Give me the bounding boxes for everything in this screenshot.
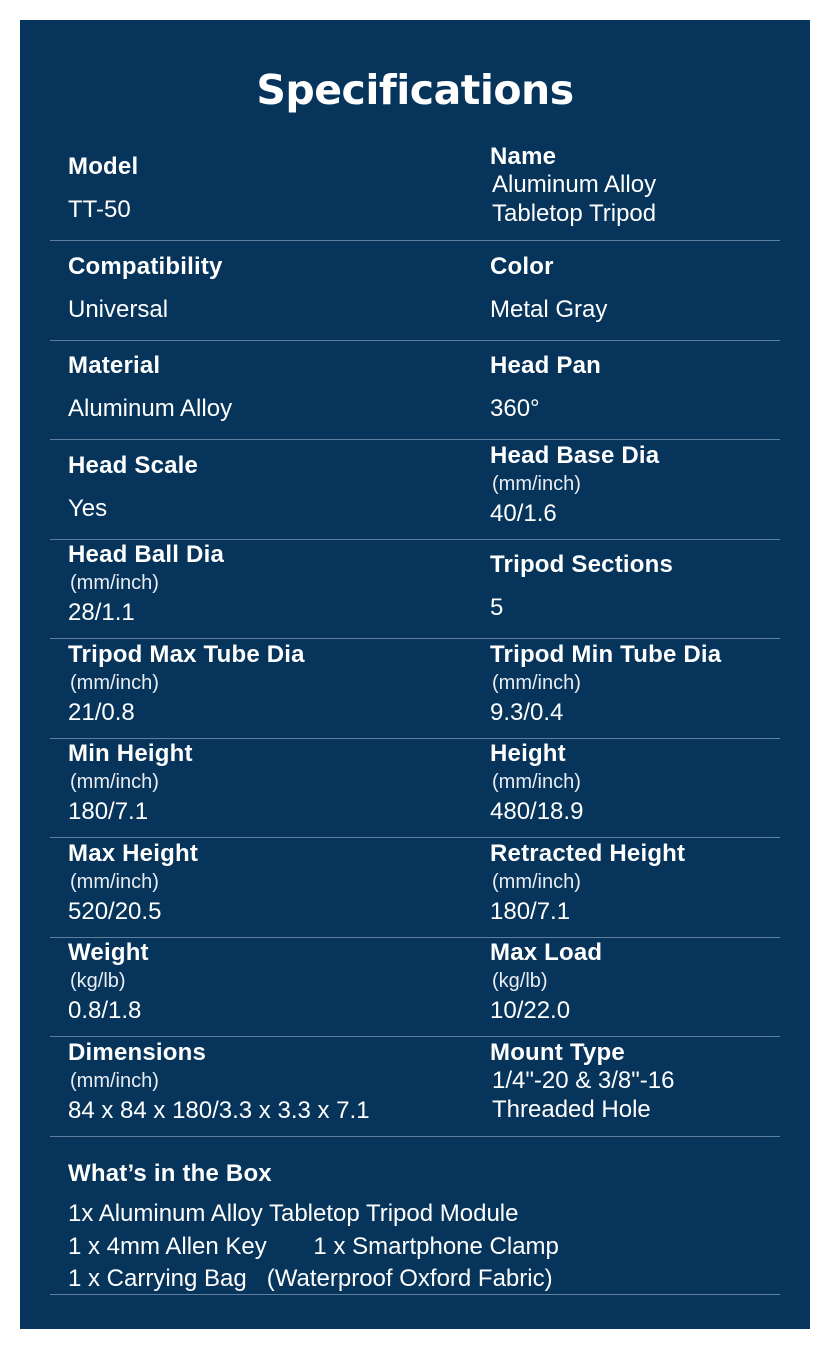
spec-row bbox=[50, 1036, 780, 1137]
spec-row bbox=[50, 339, 780, 440]
spec-cell-right bbox=[490, 936, 780, 1036]
spec-unit: (kg/lb) bbox=[492, 970, 548, 992]
spec-cell-right bbox=[490, 339, 780, 439]
spec-value: 40/1.6 bbox=[490, 500, 557, 527]
spec-unit: (mm/inch) bbox=[70, 572, 159, 594]
spec-cell-left bbox=[68, 1036, 468, 1136]
spec-cell-left bbox=[68, 339, 468, 439]
spec-value: 520/20.5 bbox=[68, 898, 162, 925]
spec-row bbox=[50, 737, 780, 838]
spec-label: Material bbox=[68, 352, 161, 379]
spec-cell-right bbox=[490, 737, 780, 837]
spec-unit: (kg/lb) bbox=[70, 970, 126, 992]
spec-cell-left bbox=[68, 240, 468, 340]
spec-label: Tripod Sections bbox=[490, 551, 674, 578]
spec-value: 84 x 84 x 180/3.3 x 3.3 x 7.1 bbox=[68, 1097, 370, 1124]
spec-label: Name bbox=[490, 143, 557, 170]
spec-cell-right bbox=[490, 140, 780, 240]
spec-label: Tripod Min Tube Dia bbox=[490, 641, 722, 668]
spec-cell-right bbox=[490, 1036, 780, 1136]
spec-value: Yes bbox=[68, 495, 108, 522]
spec-unit: (mm/inch) bbox=[492, 771, 581, 793]
spec-unit: (mm/inch) bbox=[70, 871, 159, 893]
spec-unit: (mm/inch) bbox=[492, 473, 581, 495]
spec-label: Color bbox=[490, 253, 554, 280]
spec-value: 180/7.1 bbox=[490, 898, 571, 925]
spec-cell-left bbox=[68, 737, 468, 837]
spec-label: Dimensions bbox=[68, 1039, 207, 1066]
box-section bbox=[50, 1136, 780, 1295]
spec-label: Head Pan bbox=[490, 352, 601, 379]
spec-value: 9.3/0.4 bbox=[490, 699, 564, 726]
spec-label: Weight bbox=[68, 939, 149, 966]
spec-label: Head Ball Dia bbox=[68, 541, 224, 568]
page-title: Specifications bbox=[256, 66, 574, 114]
spec-unit: (mm/inch) bbox=[492, 672, 581, 694]
spec-label: Compatibility bbox=[68, 253, 223, 280]
spec-label: Retracted Height bbox=[490, 840, 686, 867]
spec-cell-left bbox=[68, 837, 468, 937]
spec-row bbox=[50, 140, 780, 241]
spec-cell-right bbox=[490, 538, 780, 638]
spec-label: Min Height bbox=[68, 740, 193, 767]
spec-row bbox=[50, 936, 780, 1037]
spec-row bbox=[50, 638, 780, 739]
spec-label: Model bbox=[68, 153, 139, 180]
spec-value: 180/7.1 bbox=[68, 798, 149, 825]
spec-label: Max Height bbox=[68, 840, 199, 867]
spec-value: Aluminum Alloy Tabletop Tripod bbox=[492, 171, 657, 227]
spec-label: Height bbox=[490, 740, 566, 767]
spec-cell-right bbox=[490, 837, 780, 937]
spec-value: 480/18.9 bbox=[490, 798, 584, 825]
box-item: 1x Aluminum Alloy Tabletop Tripod Module bbox=[68, 1200, 519, 1227]
spec-cell-left bbox=[68, 936, 468, 1036]
spec-row bbox=[50, 240, 780, 341]
spec-value: Aluminum Alloy bbox=[68, 395, 233, 422]
spec-label: Tripod Max Tube Dia bbox=[68, 641, 305, 668]
spec-label: Max Load bbox=[490, 939, 603, 966]
spec-value: Universal bbox=[68, 296, 169, 323]
spec-unit: (mm/inch) bbox=[70, 771, 159, 793]
box-item: 1 x Carrying Bag (Waterproof Oxford Fabric) bbox=[68, 1265, 553, 1292]
box-heading: What’s in the Box bbox=[68, 1160, 272, 1187]
spec-value: Metal Gray bbox=[490, 296, 608, 323]
spec-label: Mount Type bbox=[490, 1039, 625, 1066]
spec-row bbox=[50, 439, 780, 540]
spec-unit: (mm/inch) bbox=[70, 1070, 159, 1092]
spec-panel bbox=[20, 20, 810, 1329]
spec-cell-right bbox=[490, 638, 780, 738]
spec-cell-left bbox=[68, 439, 468, 539]
spec-cell-right bbox=[490, 240, 780, 340]
spec-cell-left bbox=[68, 638, 468, 738]
spec-value: TT-50 bbox=[68, 196, 131, 223]
spec-row bbox=[50, 837, 780, 938]
spec-cell-right bbox=[490, 439, 780, 539]
spec-row bbox=[50, 538, 780, 639]
spec-value: 1/4"-20 & 3/8"-16 Threaded Hole bbox=[492, 1067, 675, 1123]
spec-value: 21/0.8 bbox=[68, 699, 135, 726]
box-item: 1 x 4mm Allen Key 1 x Smartphone Clamp bbox=[68, 1233, 559, 1260]
spec-label: Head Scale bbox=[68, 452, 199, 479]
spec-cell-left bbox=[68, 538, 468, 638]
spec-value: 5 bbox=[490, 594, 504, 621]
spec-label: Head Base Dia bbox=[490, 442, 660, 469]
spec-cell-left bbox=[68, 140, 468, 240]
spec-value: 0.8/1.8 bbox=[68, 997, 142, 1024]
spec-unit: (mm/inch) bbox=[70, 672, 159, 694]
spec-unit: (mm/inch) bbox=[492, 871, 581, 893]
spec-value: 360° bbox=[490, 395, 540, 422]
spec-value: 10/22.0 bbox=[490, 997, 571, 1024]
spec-value: 28/1.1 bbox=[68, 599, 135, 626]
